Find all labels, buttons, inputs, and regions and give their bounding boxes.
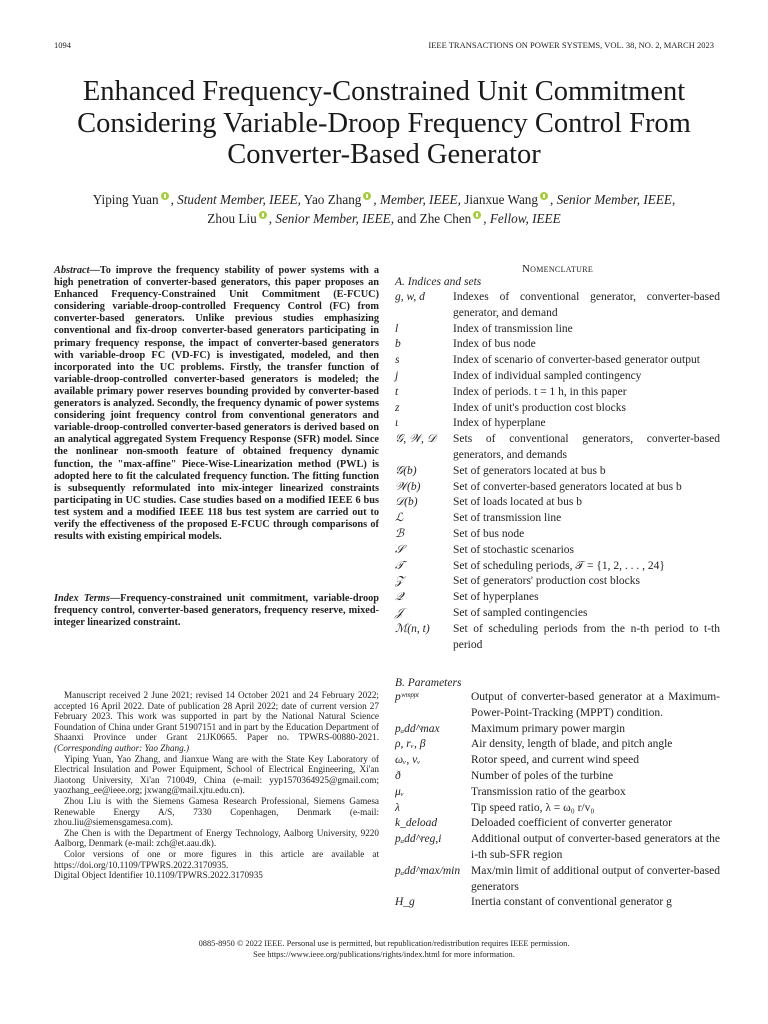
nomenclature-row <box>395 722 720 738</box>
nomenclature-row <box>395 606 720 622</box>
nomenclature-definition: Indexes of conventional generator, converter-based generator, and demand <box>453 291 720 319</box>
nomenclature-symbol: 𝒲(b) <box>395 480 421 493</box>
index-terms-text: —Frequency-constrained unit commitment, variable-droop frequency control, converter-based generators, frequency reserve, mixed-integer linearized constraint. <box>54 593 379 629</box>
nomenclature-definition: Inertia constant of conventional generator g <box>471 896 672 909</box>
footnote-affiliation: Yiping Yuan, Yao Zhang, and Jianxue Wang are with the State Key Laboratory of Electrical Insulation and Power Equipment, School of Electrical Engineering, Xi'an Jiaotong University, Xi'an 710049, China (e-mail: yyp1570364925@gmail.com; yaozhang_ee@ieee.org; jxwang@mail.xjtu.edu.cn). <box>54 753 379 796</box>
nomenclature-symbol: ℒ <box>395 512 404 525</box>
nomenclature-symbol: 𝒟(b) <box>395 496 418 509</box>
nomenclature-symbol: 𝒢(b) <box>395 464 417 477</box>
index-terms <box>54 593 379 629</box>
nomenclature-row <box>395 322 720 338</box>
section-heading-parameters: B. Parameters <box>395 677 462 689</box>
nomenclature-symbol: pₐdd^max <box>395 722 440 735</box>
nomenclature-symbol: t <box>395 385 399 398</box>
paper-title <box>30 76 738 171</box>
nomenclature-symbol: b <box>395 338 401 351</box>
nomenclature-definition: Output of converter-based generator at a Maximum-Power-Point-Tracking (MPPT) condition. <box>471 691 720 719</box>
nomenclature-row <box>395 337 720 353</box>
nomenclature-row <box>395 480 720 496</box>
nomenclature-definition: Set of transmission line <box>453 512 562 525</box>
nomenclature-row <box>395 401 720 417</box>
copyright-line: See https://www.ieee.org/publications/rights/index.html for more information. <box>253 949 515 959</box>
abstract <box>54 265 379 543</box>
nomenclature-definition: Set of sampled contingencies <box>453 606 588 619</box>
nomenclature-symbol: ℳ(n, t) <box>395 622 430 635</box>
author-name: Zhou Liu <box>207 211 257 226</box>
nomenclature-definition: Tip speed ratio, λ = ω₀ r/v₀ <box>471 801 595 814</box>
nomenclature-symbol: pₐdd^max/min <box>395 864 461 877</box>
nomenclature-symbol: ℬ <box>395 527 405 540</box>
nomenclature-definition: Index of bus node <box>453 338 536 351</box>
author-role: Senior Member, IEEE, <box>556 192 676 207</box>
nomenclature-row <box>395 559 720 575</box>
nomenclature-definition: Set of scheduling periods, 𝒯 = {1, 2, . . . , 24} <box>453 559 665 572</box>
nomenclature-definition: Maximum primary power margin <box>471 722 626 735</box>
nomenclature-definition: Max/min limit of additional output of converter-based generators <box>471 864 720 893</box>
nomenclature-row <box>395 574 720 590</box>
nomenclature-row <box>395 832 720 864</box>
nomenclature-symbol: g, w, d <box>395 291 425 303</box>
author-role: Senior Member, IEEE, <box>275 211 394 226</box>
nomenclature-definition: Set of hyperplanes <box>453 591 539 604</box>
nomenclature-definition: Deloaded coefficient of converter generator <box>471 817 672 830</box>
orcid-icon[interactable] <box>363 192 371 200</box>
nomenclature-definition: Set of loads located at bus b <box>453 496 583 509</box>
copyright-line: 0885-8950 © 2022 IEEE. Personal use is permitted, but republication/redistribution requires IEEE permission. <box>198 939 570 948</box>
footnote-affiliation: Zhou Liu is with the Siemens Gamesa Research Professional, Siemens Gamesa Renewable Energy A/S, 7330 Copenhagen, Denmark (e-mail: zhou.liu@siemensgamesa.com). <box>54 795 379 828</box>
footnote-doi: Digital Object Identifier 10.1109/TPWRS.2022.3170935 <box>54 870 263 881</box>
nomenclature-symbol: s <box>395 354 400 367</box>
nomenclature-row <box>395 590 720 606</box>
nomenclature-symbol: l <box>395 322 399 335</box>
orcid-icon[interactable] <box>259 211 267 219</box>
nomenclature-row <box>395 737 720 753</box>
nomenclature-definition: Additional output of converter-based generators at the i-th sub-SFR region <box>471 833 720 861</box>
nomenclature-symbol: ð <box>395 769 401 782</box>
journal-header: IEEE TRANSACTIONS ON POWER SYSTEMS, VOL. 38, NO. 2, MARCH 2023 <box>428 40 714 50</box>
orcid-icon[interactable] <box>473 211 481 219</box>
nomenclature-row <box>395 416 720 432</box>
nomenclature-definition: Rotor speed, and current wind speed <box>471 754 639 767</box>
nomenclature-definition: Number of poles of the turbine <box>471 769 614 782</box>
nomenclature-row <box>395 864 720 896</box>
nomenclature-row <box>395 432 720 464</box>
nomenclature-row <box>395 527 720 543</box>
author-role: Fellow, IEEE <box>489 211 561 226</box>
author-name: Yao Zhang <box>303 192 362 207</box>
nomenclature-symbol: 𝒥 <box>395 606 403 619</box>
footnote-color: Color versions of one or more figures in this article are available at https://doi.org/10.1109/TPWRS.2022.3170935. <box>54 848 379 870</box>
nomenclature-symbol: H_g <box>395 896 415 909</box>
nomenclature-row <box>395 801 720 817</box>
title-line: Enhanced Frequency-Constrained Unit Commitment <box>82 76 686 107</box>
nomenclature-symbol: ρ, rᵥ, β <box>395 738 426 751</box>
nomenclature-title: Nomenclature <box>521 263 594 275</box>
footnote <box>54 690 379 881</box>
nomenclature-symbol: ι <box>395 417 399 430</box>
nomenclature-definition: Set of stochastic scenarios <box>453 543 575 556</box>
nomenclature-symbol: j <box>395 369 399 382</box>
author-name: Yiping Yuan <box>92 192 159 207</box>
nomenclature-definition: Index of individual sampled contingency <box>453 369 642 382</box>
nomenclature-row <box>395 622 720 654</box>
nomenclature-symbol: pₐdd^reg,i <box>395 833 442 846</box>
nomenclature-row <box>395 369 720 385</box>
author-name: Jianxue Wang <box>464 192 538 207</box>
nomenclature-definition: Index of hyperplane <box>453 417 546 430</box>
nomenclature-row <box>395 543 720 559</box>
nomenclature-definition: Index of periods. t = 1 h, in this paper <box>453 385 627 398</box>
section-heading-indices: A. Indices and sets <box>395 276 482 288</box>
nomenclature-row <box>395 511 720 527</box>
orcid-icon[interactable] <box>161 192 169 200</box>
author-role: Student Member, IEEE, <box>177 192 301 207</box>
author-role: Member, IEEE, <box>379 192 461 207</box>
nomenclature-definition: Set of generators located at bus b <box>453 464 606 477</box>
nomenclature-symbol: μᵥ <box>395 785 404 798</box>
parameters-list <box>395 690 720 911</box>
footnote-manuscript: Manuscript received 2 June 2021; revised 14 October 2021 and 24 February 2022; accepted 16 April 2022. Date of publication 28 April 2022; date of current version 27 February 2023. This work was supported in part by the National Natural Science Foundation of China under Grant 51907151 and in part by the Education Department of Shaanxi Province under Grant 21JK0665. Paper no. TPWRS-00880-2021. (Corresponding author: Yao Zhang.) <box>54 690 379 753</box>
nomenclature-row <box>395 785 720 801</box>
nomenclature-row <box>395 769 720 785</box>
author-connector: and <box>397 211 417 226</box>
footnote-affiliation: Zhe Chen is with the Department of Energy Technology, Aalborg University, 9220 Aalborg, Denmark (e-mail: zch@et.aau.dk). <box>54 827 379 849</box>
nomenclature-symbol: 𝒮 <box>395 543 404 556</box>
nomenclature-definition: Index of unit's production cost blocks <box>453 401 626 414</box>
nomenclature-definition: Set of converter-based generators located at bus b <box>453 480 682 493</box>
nomenclature-row <box>395 495 720 511</box>
nomenclature-symbol: 𝒯 <box>395 559 404 572</box>
nomenclature-row <box>395 353 720 369</box>
abstract-text: —To improve the frequency stability of power systems with a high penetration of converter-based generators, this paper proposes an Enhanced Frequency-Constrained Unit Commitment (E-FCUC) considering variable-droop-controlled Frequency Control (FC) from converter-based generators. Unlike previous studies emphasizing conventional and fix-droop converter-based generators participating in primary frequency response, the impact of converter-based generators with variable-droop FC (VD-FC) is investigated, modeled, and then incorporated into the UC problems. Firstly, the transfer function of variable-droop-controlled converter-based generators is modeled; the available primary power reserves bounding provided by converter-based generators is analyzed. Secondly, the frequency dynamic of power systems considering joint frequency control from conventional generators and variable-droop-controlled converter-based generators is derived based on an analytical aggregated System Frequency Response (SFR) model. Since the nonlinear non-smooth feature of obtained frequency dynamic function, the "max-affine" Piece-Wise-Linearization method (PWL) is adopted here to fit the calculated frequency function. The fitting function is subsequently reformulated into mix-integer linearized constraints participating in UC studies. Case studies based on a modified IEEE 6 bus test system and a modified IEEE 118 bus test system are carried out to verify the effectiveness of the proposed E-FCUC through comparisons of results with existing empirical models. <box>54 265 379 543</box>
nomenclature-symbol: ωᵥ, vᵥ <box>395 754 421 767</box>
nomenclature-symbol: pʷᵐᵖᵖᵗ <box>395 691 419 703</box>
nomenclature-definition: Sets of conventional generators, converter-based generators, and demands <box>453 433 720 461</box>
nomenclature-row <box>395 753 720 769</box>
nomenclature-symbol: 𝒬 <box>395 591 404 604</box>
title-line: Considering Variable-Droop Frequency Control From <box>77 107 691 139</box>
nomenclature-definition: Index of transmission line <box>453 322 573 335</box>
nomenclature-row <box>395 895 720 911</box>
nomenclature-row <box>395 464 720 480</box>
corresponding-author: (Corresponding author: Yao Zhang.) <box>54 742 190 753</box>
nomenclature-definition: Transmission ratio of the gearbox <box>471 785 626 798</box>
nomenclature-definition: Index of scenario of converter-based generator output <box>453 354 700 367</box>
indices-list <box>395 290 720 653</box>
title-line: Converter-Based Generator <box>227 139 541 170</box>
abstract-label: Abstract <box>54 265 90 276</box>
nomenclature-definition: Air density, length of blade, and pitch angle <box>471 738 673 751</box>
nomenclature-symbol: k_deload <box>395 817 438 830</box>
nomenclature-definition: Set of scheduling periods from the n-th period to t-th period <box>453 622 720 651</box>
nomenclature-row <box>395 290 720 322</box>
index-terms-label: Index Terms <box>54 593 110 604</box>
nomenclature-symbol: 𝒵 <box>395 575 404 588</box>
nomenclature-symbol: z <box>395 401 400 414</box>
nomenclature-row <box>395 816 720 832</box>
author-list: Yiping Yuan , Student Member, IEEE, Yao Zhang , Member, IEEE, Jianxue Wang , Senior Member, IEEE, Zhou Liu , Senior Member, IEEE, and Zhe Chen , Fellow, IEEE <box>92 192 676 226</box>
author-name: Zhe Chen <box>419 211 472 226</box>
copyright-notice <box>40 939 728 960</box>
nomenclature-definition: Set of generators' production cost blocks <box>453 575 640 588</box>
nomenclature-definition: Set of bus node <box>453 527 525 540</box>
nomenclature-row <box>395 690 720 722</box>
orcid-icon[interactable] <box>540 192 548 200</box>
page-number: 1094 <box>54 40 71 50</box>
nomenclature-symbol: λ <box>395 801 400 814</box>
nomenclature-row <box>395 385 720 401</box>
nomenclature-symbol: 𝒢, 𝒲, 𝒟 <box>395 433 436 446</box>
